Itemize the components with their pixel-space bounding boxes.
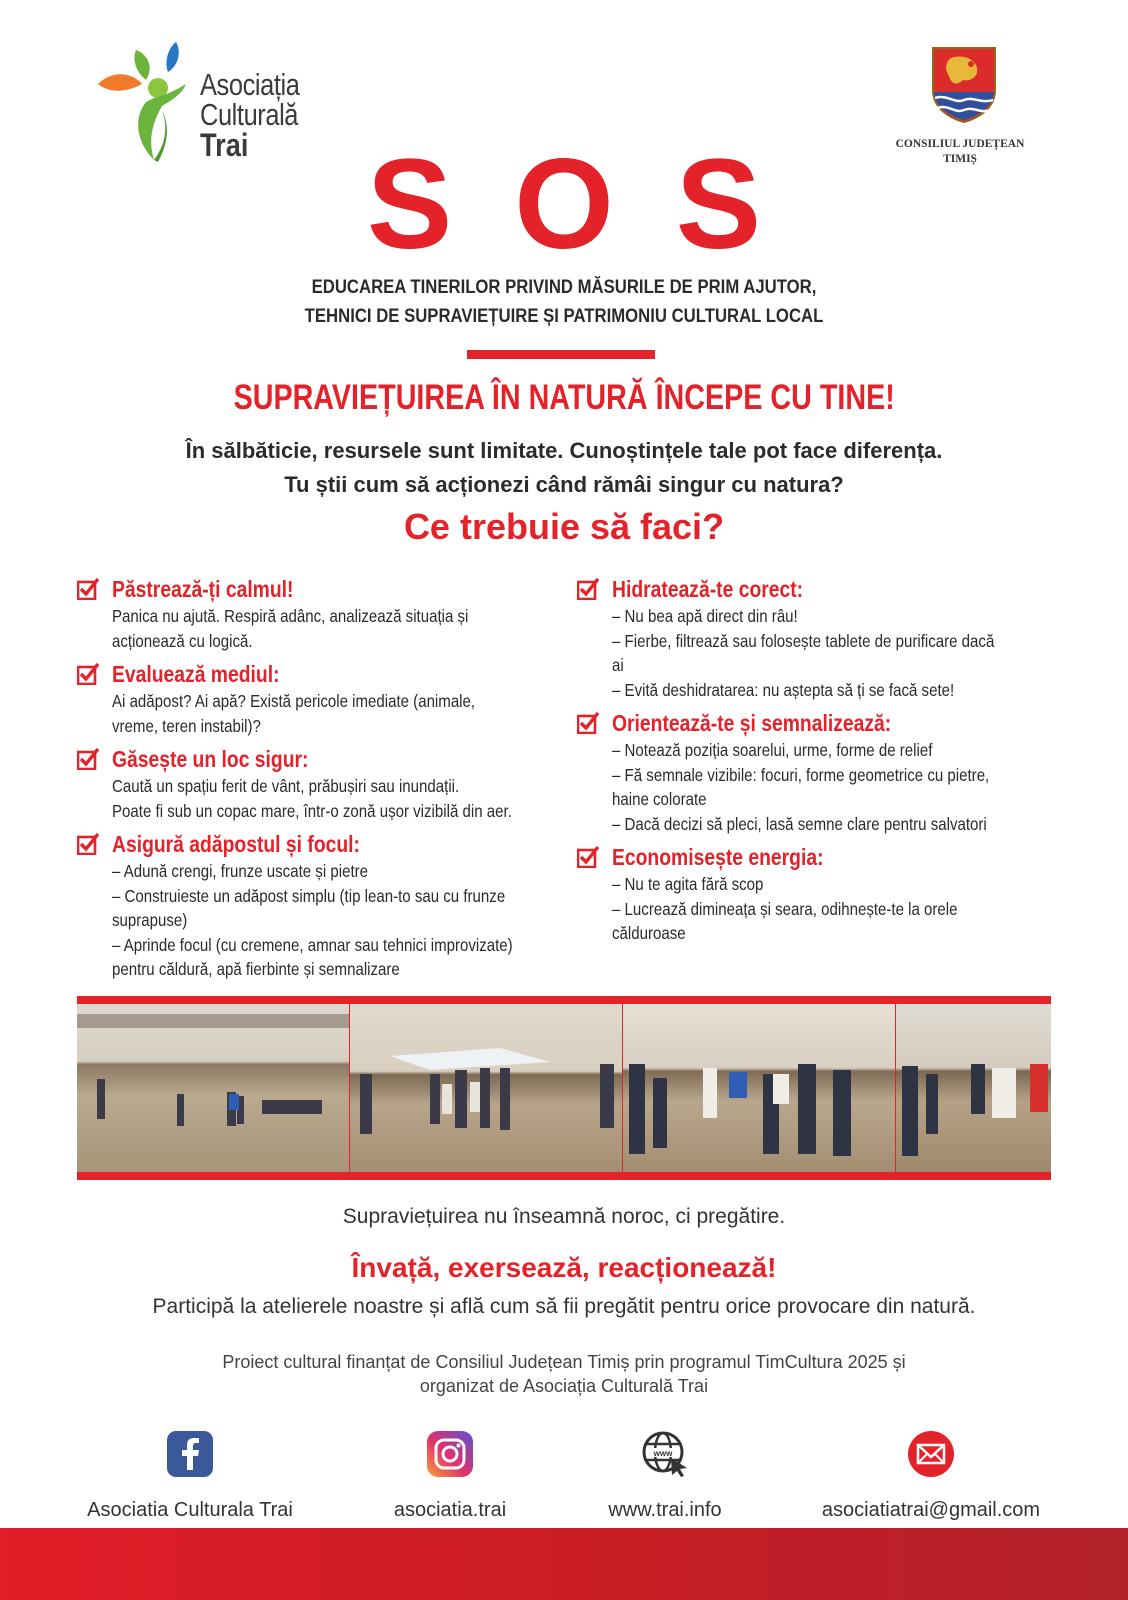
svg-text:www: www — [653, 1449, 673, 1458]
contact-email[interactable] — [800, 1430, 1062, 1522]
intro-line-1: În sălbăticie, resursele sunt limitate. Cunoștințele tale pot face diferența. — [185, 438, 943, 463]
tip-line: – Evită deshidratarea: nu aștepta să ți se facă sete! — [612, 679, 955, 700]
web-icon — [641, 1430, 689, 1478]
tip-item — [77, 744, 547, 823]
checkbox-checked-icon — [577, 712, 599, 734]
workshop-photo — [350, 1004, 622, 1172]
workshop-photo-strip — [77, 996, 1051, 1180]
intro-text — [0, 434, 1128, 502]
instagram-icon — [426, 1430, 474, 1478]
tip-line: haine colorate — [612, 789, 707, 809]
checkbox-checked-icon — [577, 578, 599, 600]
coat-of-arms-icon — [931, 46, 997, 124]
tip-line: Caută un spațiu ferit de vânt, prăbușiri sau inundații. — [112, 776, 460, 796]
photo-people-illustration — [350, 1004, 622, 1172]
funding-note — [0, 1350, 1128, 1398]
headline-text: SUPRAVIEȚUIREA ÎN NATURĂ ÎNCEPE CU TINE! — [233, 378, 895, 417]
crest-name-line-2: TIMIȘ — [943, 153, 977, 165]
tip-line: acționează cu logică. — [112, 630, 253, 651]
email-icon — [907, 1430, 955, 1478]
tip-line: – Adună crengi, frunze uscate și pietre — [112, 861, 369, 881]
tip-line: – Nu bea apă direct din râu! — [612, 606, 798, 626]
tips-left-column — [77, 574, 547, 988]
tip-line: Poate fi sub un copac mare, într-o zonă ușor vizibilă din aer. — [112, 800, 512, 821]
logo-line-1: Asociația — [200, 67, 300, 102]
subtitle-line-2: TEHNICI DE SUPRAVIEȚUIRE ȘI PATRIMONIU CULTURAL LOCAL — [304, 306, 824, 327]
website-label[interactable]: www.trai.info — [608, 1499, 722, 1521]
closing-line: Supraviețuirea nu înseamnă noroc, ci pregătire. — [342, 1205, 786, 1228]
checkbox-checked-icon — [77, 578, 99, 600]
contact-instagram[interactable] — [340, 1430, 560, 1522]
photo-people-illustration — [896, 1004, 1051, 1172]
tip-line: – Fă semnale vizibile: focuri, forme geometrice cu pietre, — [612, 764, 990, 785]
tip-line: ai — [612, 655, 624, 675]
workshop-photo — [896, 1004, 1051, 1172]
facebook-label[interactable]: Asociatia Culturala Trai — [87, 1499, 293, 1521]
tip-title: Hidratează-te corect: — [612, 576, 804, 602]
footer-band — [0, 1528, 1128, 1600]
checkbox-checked-icon — [577, 846, 599, 868]
tip-item — [577, 842, 1047, 946]
logo-line-3: Trai — [200, 127, 249, 163]
workshop-photo — [623, 1004, 895, 1172]
tip-line: pentru căldură, apă fierbinte și semnalizare — [112, 959, 400, 979]
tip-line: – Nu te agita fără scop — [612, 874, 764, 894]
checkbox-checked-icon — [77, 748, 99, 770]
checkbox-checked-icon — [77, 663, 99, 685]
question-heading: Ce trebuie să faci? — [403, 506, 725, 547]
tips-right-column — [577, 574, 1047, 952]
tip-title: Orientează-te și semnalizează: — [612, 710, 892, 736]
workshop-photo — [77, 1004, 349, 1172]
funding-line-2: organizat de Asociația Culturală Trai — [419, 1376, 709, 1396]
photo-people-illustration — [77, 1004, 349, 1172]
tip-title: Asigură adăpostul și focul: — [112, 831, 360, 857]
tip-line: călduroase — [612, 923, 686, 943]
photo-people-illustration — [623, 1004, 895, 1172]
workshop-invite: Participă la atelierele noastre și află cum să fii pregătit pentru orice provocare din natură. — [152, 1295, 976, 1318]
tip-line: – Notează poziția soarelui, urme, forme de relief — [612, 740, 933, 760]
divider-bar — [467, 350, 655, 359]
funding-line-1: Proiect cultural finanțat de Consiliul Județean Timiș prin programul TimCultura 2025 și — [222, 1352, 906, 1372]
tip-item — [77, 659, 547, 738]
instagram-label[interactable]: asociatia.trai — [393, 1499, 507, 1521]
tip-line: – Fierbe, filtrează sau folosește tablete de purificare dacă — [612, 630, 995, 651]
tip-line: Ai adăpost? Ai apă? Există pericole imediate (animale, — [112, 691, 476, 711]
checkbox-checked-icon — [77, 833, 99, 855]
facebook-icon — [166, 1430, 214, 1478]
tip-line: – Lucrează dimineața și seara, odihnește-te la orele — [612, 898, 958, 919]
tip-line: – Aprinde focul (cu cremene, amnar sau tehnici improvizate) — [112, 934, 513, 955]
tip-line: Panica nu ajută. Respiră adânc, analizează situația și — [112, 606, 469, 626]
intro-line-2: Tu știi cum să acționezi când rămâi singur cu natura? — [284, 472, 844, 497]
subtitle-line-1: EDUCAREA TINERILOR PRIVIND MĂSURILE DE PRIM AJUTOR, — [311, 277, 817, 298]
tip-line: vreme, teren instabil)? — [112, 715, 261, 736]
tip-item — [77, 829, 547, 982]
tip-title: Găsește un loc sigur: — [112, 746, 309, 772]
tip-item — [77, 574, 547, 653]
contact-website[interactable] — [565, 1430, 765, 1522]
tip-title: Evaluează mediul: — [112, 661, 280, 687]
email-label[interactable]: asociatiatrai@gmail.com — [821, 1499, 1041, 1521]
tip-item — [577, 574, 1047, 702]
tip-line: – Construieste un adăpost simplu (tip lean-to sau cu frunze — [112, 885, 506, 906]
headline — [0, 378, 1128, 418]
logo-line-2: Culturală — [200, 97, 299, 132]
slogan: Învață, exersează, reacționează! — [351, 1252, 777, 1283]
tip-item — [577, 708, 1047, 836]
sos-title: SOS — [366, 133, 824, 276]
contact-facebook[interactable] — [58, 1430, 322, 1522]
tip-line: suprapuse) — [112, 910, 188, 930]
tip-title: Păstrează-ți calmul! — [112, 576, 294, 602]
tip-title: Economisește energia: — [612, 844, 824, 870]
project-subtitle — [0, 273, 1128, 331]
tip-line: – Dacă decizi să pleci, lasă semne clare pentru salvatori — [612, 813, 987, 834]
crest-name-line-1: CONSILIUL JUDEȚEAN — [895, 138, 1025, 150]
